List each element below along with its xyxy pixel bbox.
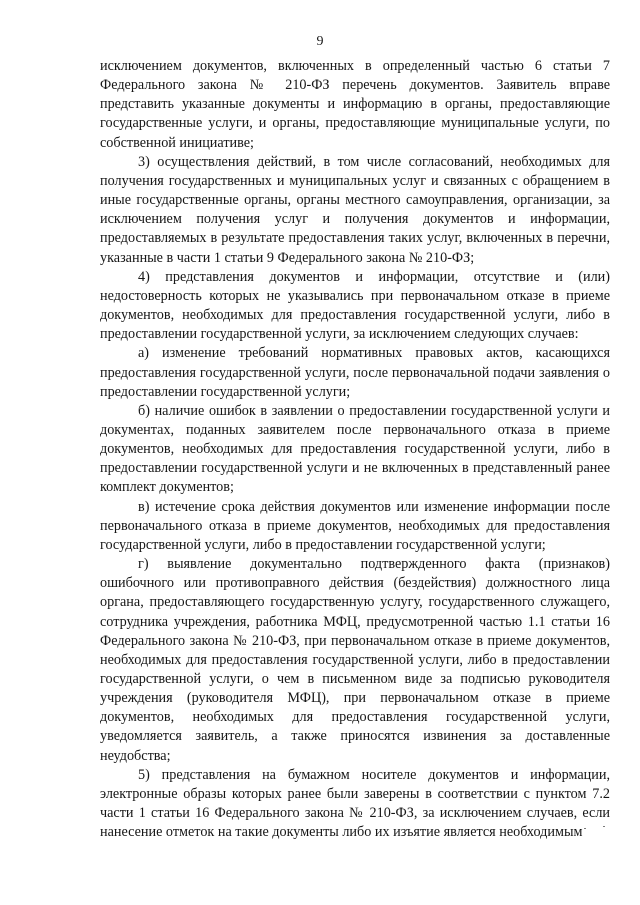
paragraph-subitem-b: б) наличие ошибок в заявлении о предоставлении государственной услуги и документах, поданных заявителем после первоначального отказа в приеме документов, необходимых для предоставления государственной услуги, либо в предоставлении государственной услуги и не включенных в представленный ранее комплект документов;: [100, 402, 610, 496]
paragraph-item-4: 4) представления документов и информации, отсутствие и (или) недостоверность которых не указывались при первоначальном отказе в приеме документов, необходимых для предоставления государственной услуги, либо в предоставлении государственной услуги, за исключением следующих случаев:: [100, 268, 610, 343]
scan-speck: [584, 828, 586, 829]
paragraph-subitem-g: г) выявление документально подтвержденного факта (признаков) ошибочного или противоправного действия (бездействия) должностного лица органа, предоставляющего государственную услугу, государственного служащего, сотрудника учреждения, работника МФЦ, предусмотренной частью 1.1 статьи 16 Федерального закона № 210-ФЗ, при первоначальном отказе в приеме документов, необходимых для предоставления государственной услуги, либо в предоставлении государственной услуги, о чем в письменном виде за подписью руководителя учреждения (руководителя МФЦ), при первоначальном отказе в приеме документов, необходимых для предоставления государственной услуги, уведомляется заявитель, а также приносятся извинения за доставленные неудобства;: [100, 556, 610, 764]
document-body: [100, 57, 610, 842]
page-number: 9: [316, 34, 324, 49]
paragraph-continuation: исключением документов, включенных в определенный частью 6 статьи 7 Федерального закона № 210-ФЗ перечень документов. Заявитель вправе представить указанные документы и информацию в органы, предоставляющие государственные услуги, и органы, предоставляющие муниципальные услуги, по собственной инициативе;: [100, 58, 610, 151]
paragraph-subitem-v: в) истечение срока действия документов или изменение информации после первоначального отказа в приеме документов, необходимых для предоставления государственной услуги, либо в предоставлении государственной услуги;: [100, 498, 610, 553]
scan-speck: [603, 826, 605, 827]
paragraph-subitem-a: а) изменение требований нормативных правовых актов, касающихся предоставления государственной услуги, после первоначальной подачи заявления о предоставлении государственной услуги;: [100, 345, 610, 400]
paragraph-item-3: 3) осуществления действий, в том числе согласований, необходимых для получения государственных и муниципальных услуг и связанных с обращением в иные государственные органы, органы местного самоуправления, организации, за исключением получения услуг и получения документов и информации, предоставляемых в результате предоставления таких услуг, включенных в перечни, указанные в части 1 статьи 9 Федерального закона № 210-ФЗ;: [100, 153, 610, 266]
paragraph-item-5: 5) представления на бумажном носителе документов и информации, электронные образы которых ранее были заверены в соответствии с пунктом 7.2 части 1 статьи 16 Федерального закона № 210-ФЗ, за исключением случаев, если нанесение отметок на такие документы либо их изъятие является необходимым: [100, 766, 610, 841]
